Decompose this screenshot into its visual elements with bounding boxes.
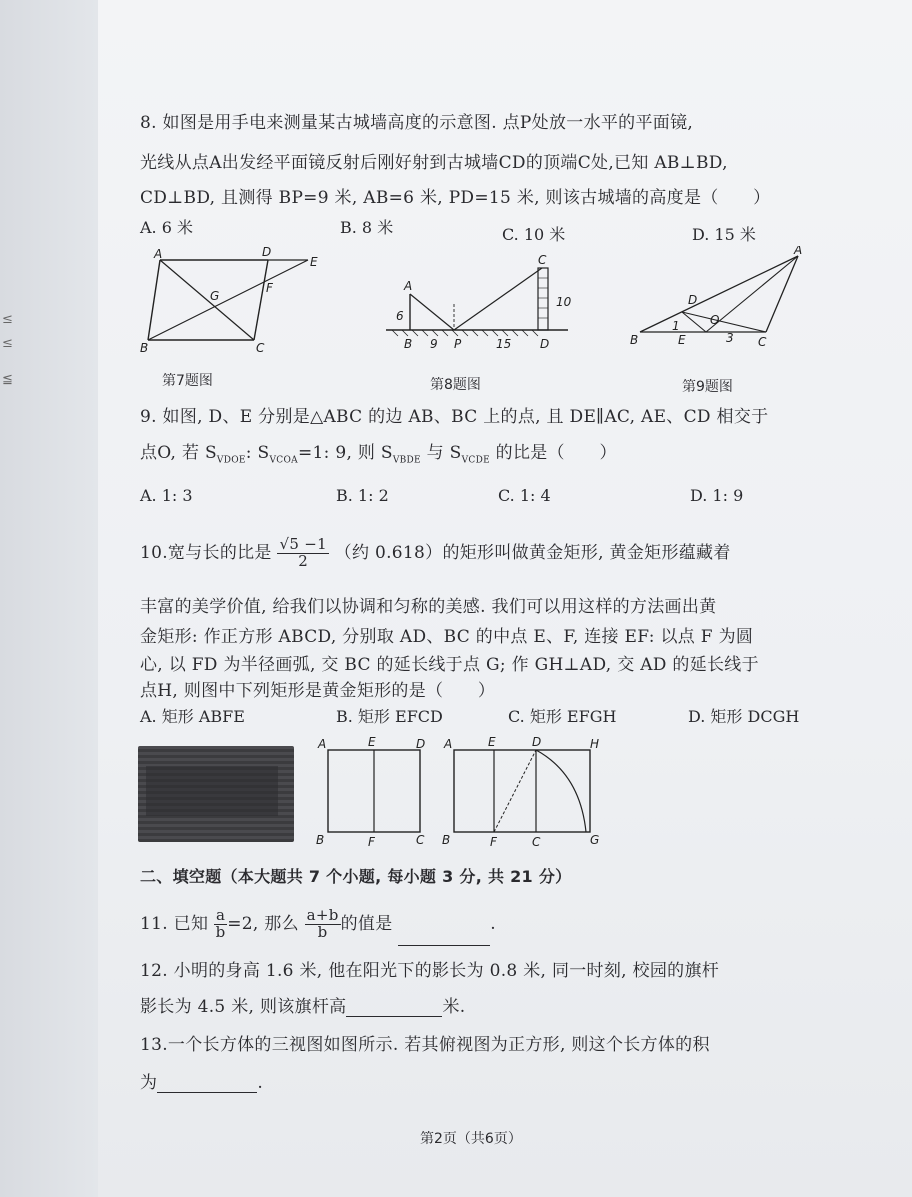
q12-answer-blank: [346, 996, 442, 1017]
fig9-label-b: B: [630, 333, 639, 347]
q13-line1: 13.一个长方体的三视图如图所示. 若其俯视图为正方形, 则这个长方体的积: [140, 1035, 710, 1055]
fig10b-label-a: A: [444, 737, 453, 751]
adjacent-page-strip: [0, 0, 98, 1197]
fig10b-label-f: F: [490, 835, 497, 849]
fig8-label-9: 9: [430, 337, 438, 351]
q10-option-d: D. 矩形 DCGH: [688, 707, 800, 726]
fig10b-label-c: C: [532, 835, 541, 849]
fig10a-label-e: E: [368, 735, 376, 749]
q11-fraction-a-b: $\frac{a}{b}$: [215, 906, 226, 941]
photo-placeholder: [138, 746, 294, 842]
q10-option-c: C. 矩形 EFGH: [508, 707, 617, 726]
fig10a-label-b: B: [316, 833, 325, 847]
fig7-label-g: G: [210, 289, 220, 303]
q12-line2: 影长为 4.5 米, 则该旗杆高 米.: [140, 997, 466, 1017]
fig8-label-b: B: [404, 337, 413, 351]
fig9-label-a: A: [794, 246, 803, 257]
q8-line1: 8. 如图是用手电来测量某古城墙高度的示意图. 点P处放一水平的平面镜,: [140, 113, 694, 133]
fig10b-label-e: E: [488, 735, 496, 749]
fig10b-label-b: B: [442, 833, 451, 847]
q10-option-a: A. 矩形 ABFE: [140, 707, 245, 726]
fig10a-label-c: C: [416, 833, 425, 847]
q8-option-d: D. 15 米: [692, 225, 756, 244]
q9-line2: 点O, 若 $S_{VDOE}$: $S_{VCOA}=1$: 9, 则 $S_{VBDE}$ 与 $S_{VCDE}$ 的比是（ ）: [140, 443, 617, 466]
figure-8: [378, 250, 578, 362]
fig10b-label-h: H: [590, 737, 600, 751]
q13-line2: 为 .: [140, 1073, 264, 1093]
fig7-label-f: F: [266, 281, 273, 295]
fig10b-label-d: D: [532, 735, 542, 749]
q8-option-c: C. 10 米: [502, 225, 566, 244]
q12-line1: 12. 小明的身高 1.6 米, 他在阳光下的影长为 0.8 米, 同一时刻, 校园的旗杆: [140, 961, 720, 981]
fig8-label-6: 6: [396, 309, 404, 323]
fig9-label-3: 3: [726, 331, 734, 345]
q10-line1: 10.宽与长的比是 $\frac{√5 -1}{2}$ （约 0.618）的矩形叫做黄金矩形, 黄金矩形蕴藏着: [140, 535, 731, 570]
figure-10-square: [312, 734, 436, 850]
golden-ratio-fraction: $\frac{√5 -1}{2}$: [279, 535, 327, 570]
fig7-label-d: D: [262, 245, 272, 259]
q8-line2: 光线从点A出发经平面镜反射后刚好射到古城墙CD的顶端C处,已知 AB⊥BD,: [140, 153, 728, 173]
fig10a-label-a: A: [318, 737, 327, 751]
q10-line4: 心, 以 FD 为半径画弧, 交 BC 的延长线于点 G; 作 GH⊥AD, 交 AD 的延长线于: [140, 655, 759, 675]
fig10b-label-g: G: [590, 833, 600, 847]
q8-option-a: A. 6 米: [140, 218, 193, 237]
q9-line1: 9. 如图, D、E 分别是△ABC 的边 AB、BC 上的点, 且 DE∥AC, AE、CD 相交于: [140, 407, 769, 427]
fig8-label-p: P: [454, 337, 462, 351]
q9-option-a: A. 1: 3: [140, 486, 193, 505]
figure-10-golden: [440, 734, 610, 854]
figure-7-caption: 第7题图: [162, 373, 213, 389]
fig8-label-10: 10: [556, 295, 572, 309]
fig9-label-c: C: [758, 335, 767, 349]
fig8-label-c: C: [538, 253, 547, 267]
q10-option-b: B. 矩形 EFCD: [336, 707, 443, 726]
q9-option-d: D. 1: 9: [690, 486, 744, 505]
figure-9-caption: 第9题图: [682, 379, 733, 395]
fig10a-label-f: F: [368, 835, 375, 849]
q13-answer-blank: [157, 1072, 257, 1093]
q10-line5: 点H, 则图中下列矩形是黄金矩形的是（ ）: [140, 681, 496, 701]
fig7-label-a: A: [154, 247, 163, 261]
q11-fraction-apb-b: $\frac{a+b}{b}$: [306, 906, 339, 941]
fig8-label-15: 15: [496, 337, 512, 351]
q11-line: 11. 已知 $\frac{a}{b}$ =2, 那么 $\frac{a+b}{b}$ 的值是 .: [140, 902, 496, 946]
margin-mark: ≦: [2, 372, 13, 387]
figure-8-caption: 第8题图: [430, 377, 481, 393]
margin-mark: ≤: [2, 312, 13, 327]
fig9-label-d: D: [688, 293, 698, 307]
q9-option-b: B. 1: 2: [336, 486, 389, 505]
fig7-label-e: E: [310, 255, 318, 269]
fig8-label-a: A: [404, 279, 413, 293]
q9-option-c: C. 1: 4: [498, 486, 551, 505]
margin-mark: ≤: [2, 336, 13, 351]
q8-option-b: B. 8 米: [340, 218, 394, 237]
fig8-label-d: D: [540, 337, 550, 351]
page-footer: 第2页（共6页）: [420, 1131, 522, 1147]
figure-7: [136, 244, 336, 356]
fig9-label-o: O: [710, 313, 720, 327]
fig7-label-c: C: [256, 341, 265, 355]
section-fill-in-heading: 二、填空题（本大题共 7 个小题, 每小题 3 分, 共 21 分）: [140, 867, 572, 886]
q11-answer-blank: [398, 925, 490, 946]
q10-line3: 金矩形: 作正方形 ABCD, 分别取 AD、BC 的中点 E、F, 连接 EF: 以点 F 为圆: [140, 627, 754, 647]
figure-9: [626, 246, 816, 356]
fig9-label-e: E: [678, 333, 686, 347]
q10-line2: 丰富的美学价值, 给我们以协调和匀称的美感. 我们可以用这样的方法画出黄: [140, 597, 717, 617]
fig10a-label-d: D: [416, 737, 426, 751]
q8-line3: CD⊥BD, 且测得 BP=9 米, AB=6 米, PD=15 米, 则该古城墙的高度是（ ）: [140, 188, 771, 208]
fig9-label-1: 1: [672, 319, 680, 333]
fig7-label-b: B: [140, 341, 149, 355]
